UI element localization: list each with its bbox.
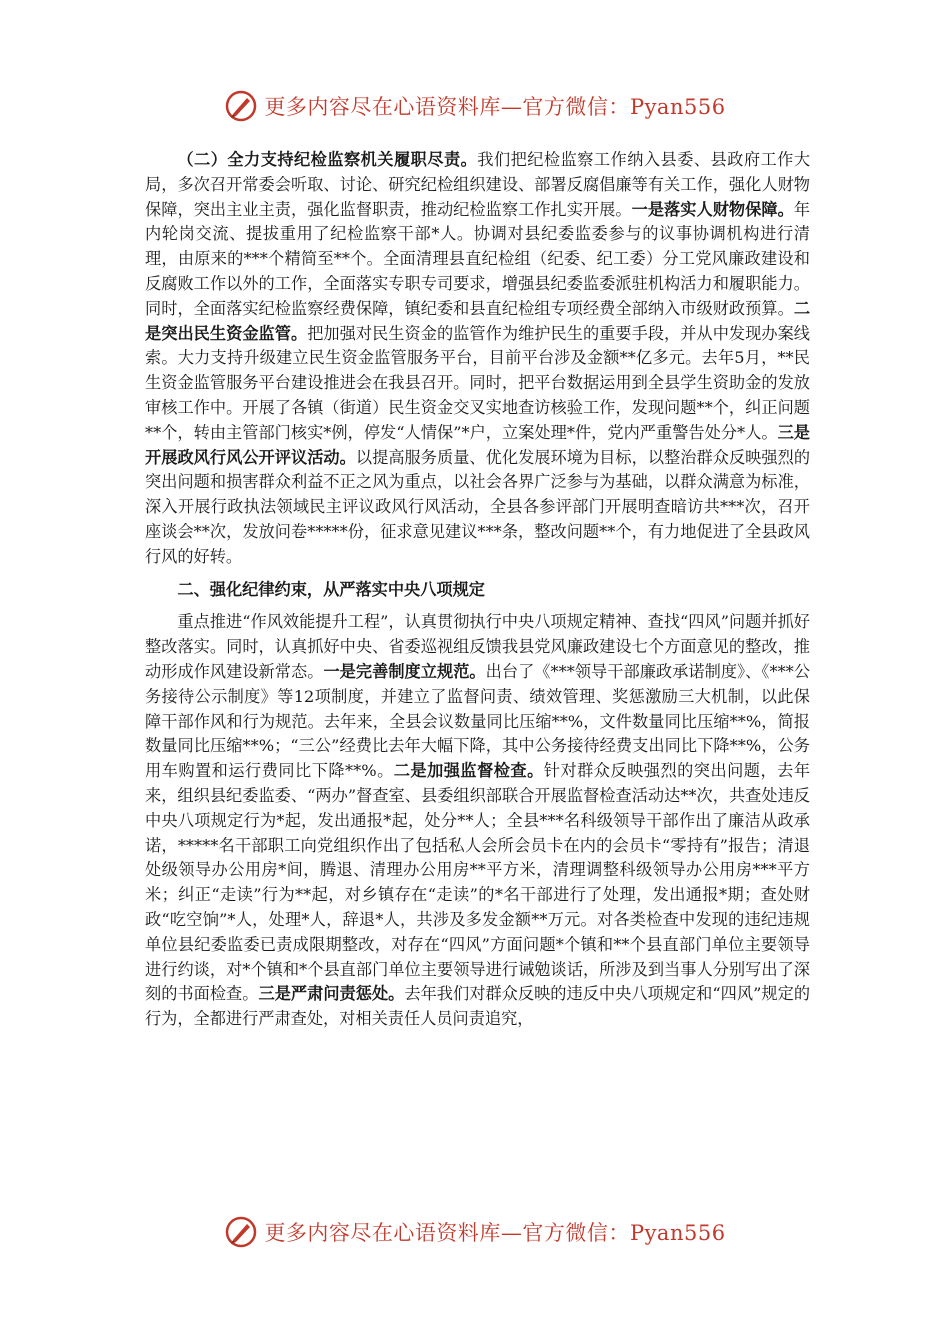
footer-banner — [0, 1212, 950, 1252]
wechat-id: Pyan556 — [629, 95, 726, 119]
header-banner — [0, 86, 950, 126]
pen-logo-icon — [224, 89, 258, 123]
paragraph-eight-rules: 重点推进“作风效能提升工程”，认真贯彻执行中央八项规定精神、查找“四风”问题并抓好整改落实。同时，认真抓好中央、省委巡视组反馈我县党风廉政建设七个方面意见的整改，推动形成作风建设新常态。一是完善制度立规范。出台了《***领导干部廉政承诺制度》、《***公务接待公示制度》等12项制度，并建立了监督问责、绩效管理、奖惩激励三大机制，以此保障干部作风和行为规范。去年来，全县会议数量同比压缩**%，文件数量同比压缩**%，简报数量同比压缩**%；“三公”经费比去年大幅下降，其中公务接待经费支出同比下降**%，公务用车购置和运行费同比下降**%。二是加强监督检查。针对群众反映强烈的突出问题，去年来，组织县纪委监委、“两办”督查室、县委组织部联合开展监督检查活动达**次，共查处违反中央八项规定行为*起，发出通报*起，处分**人；全县***名科级领导干部作出了廉洁从政承诺，*****名干部职工向党组织作出了包括私人会所会员卡在内的会员卡“零持有”报告；清退处级领导办公用房*间，腾退、清理办公用房**平方米，清理调整科级领导办公用房***平方米；纠正“走读”行为**起，对乡镇存在“走读”的*名干部进行了处理，发出通报*期；查处财政“吃空饷”*人，处理*人，辞退*人，共涉及多发金额**万元。对各类检查中发现的违纪违规单位县纪委监委已责成限期整改，对存在“四风”方面问题*个镇和**个县直部门单位主要领导进行约谈，对*个镇和*个县直部门单位主要领导进行诫勉谈话，所涉及到当事人分别写出了深刻的书面检查。三是严肃问责惩处。去年我们对群众反映的违反中央八项规定和“四风”规定的行为，全都进行严肃查处，对相关责任人员问责追究， — [145, 612, 811, 1029]
document-body — [145, 148, 810, 1032]
wechat-id: Pyan556 — [629, 1221, 726, 1245]
brand-text: 更多内容尽在心语资料库—官方微信：Pyan556 — [264, 95, 726, 119]
brand-text: 更多内容尽在心语资料库—官方微信：Pyan556 — [264, 1221, 726, 1245]
section-heading-discipline: 二、强化纪律约束，从严落实中央八项规定 — [177, 579, 485, 599]
pen-logo-icon — [224, 1215, 258, 1249]
paragraph-support-discipline: （二）全力支持纪检监察机关履职尽责。我们把纪检监察工作纳入县委、县政府工作大局，多次召开常委会听取、讨论、研究纪检组织建设、部署反腐倡廉等有关工作，强化人财物保障，突出主业主责，强化监督职责，推动纪检监察工作扎实开展。一是落实人财物保障。年内轮岗交流、提拔重用了纪检监察干部*人。协调对县纪委监委参与的议事协调机构进行清理，由原来的***个精简至**个。全面清理县直纪检组（纪委、纪工委）分工党风廉政建设和反腐败工作以外的工作，全面落实专职专司要求，增强县纪委监委派驻机构活力和履职能力。同时，全面落实纪检监察经费保障，镇纪委和县直纪检组专项经费全部纳入市级财政预算。二是突出民生资金监管。把加强对民生资金的监管作为维护民生的重要手段，并从中发现办案线索。大力支持升级建立民生资金监管服务平台，目前平台涉及金额**亿多元。去年5月，**民生资金监管服务平台建设推进会在我县召开。同时，把平台数据运用到全县学生资助金的发放审核工作中。开展了各镇（街道）民生资金交叉实地查访核验工作，发现问题**个，纠正问题**个，转由主管部门核实*例，停发“人情保”*户，立案处理*件，党内严重警告处分*人。三是开展政风行风公开评议活动。以提高服务质量、优化发展环境为目标，以整治群众反映强烈的突出问题和损害群众利益不正之风为重点，以社会各界广泛参与为基础，以群众满意为标准，深入开展行政执法领域民主评议政风行风活动，全县各参评部门开展明查暗访共***次，召开座谈会**次，发放问卷*****份，征求意见建议***条，整改问题**个，有力地促进了全县政风行风的好转。 — [145, 150, 811, 566]
